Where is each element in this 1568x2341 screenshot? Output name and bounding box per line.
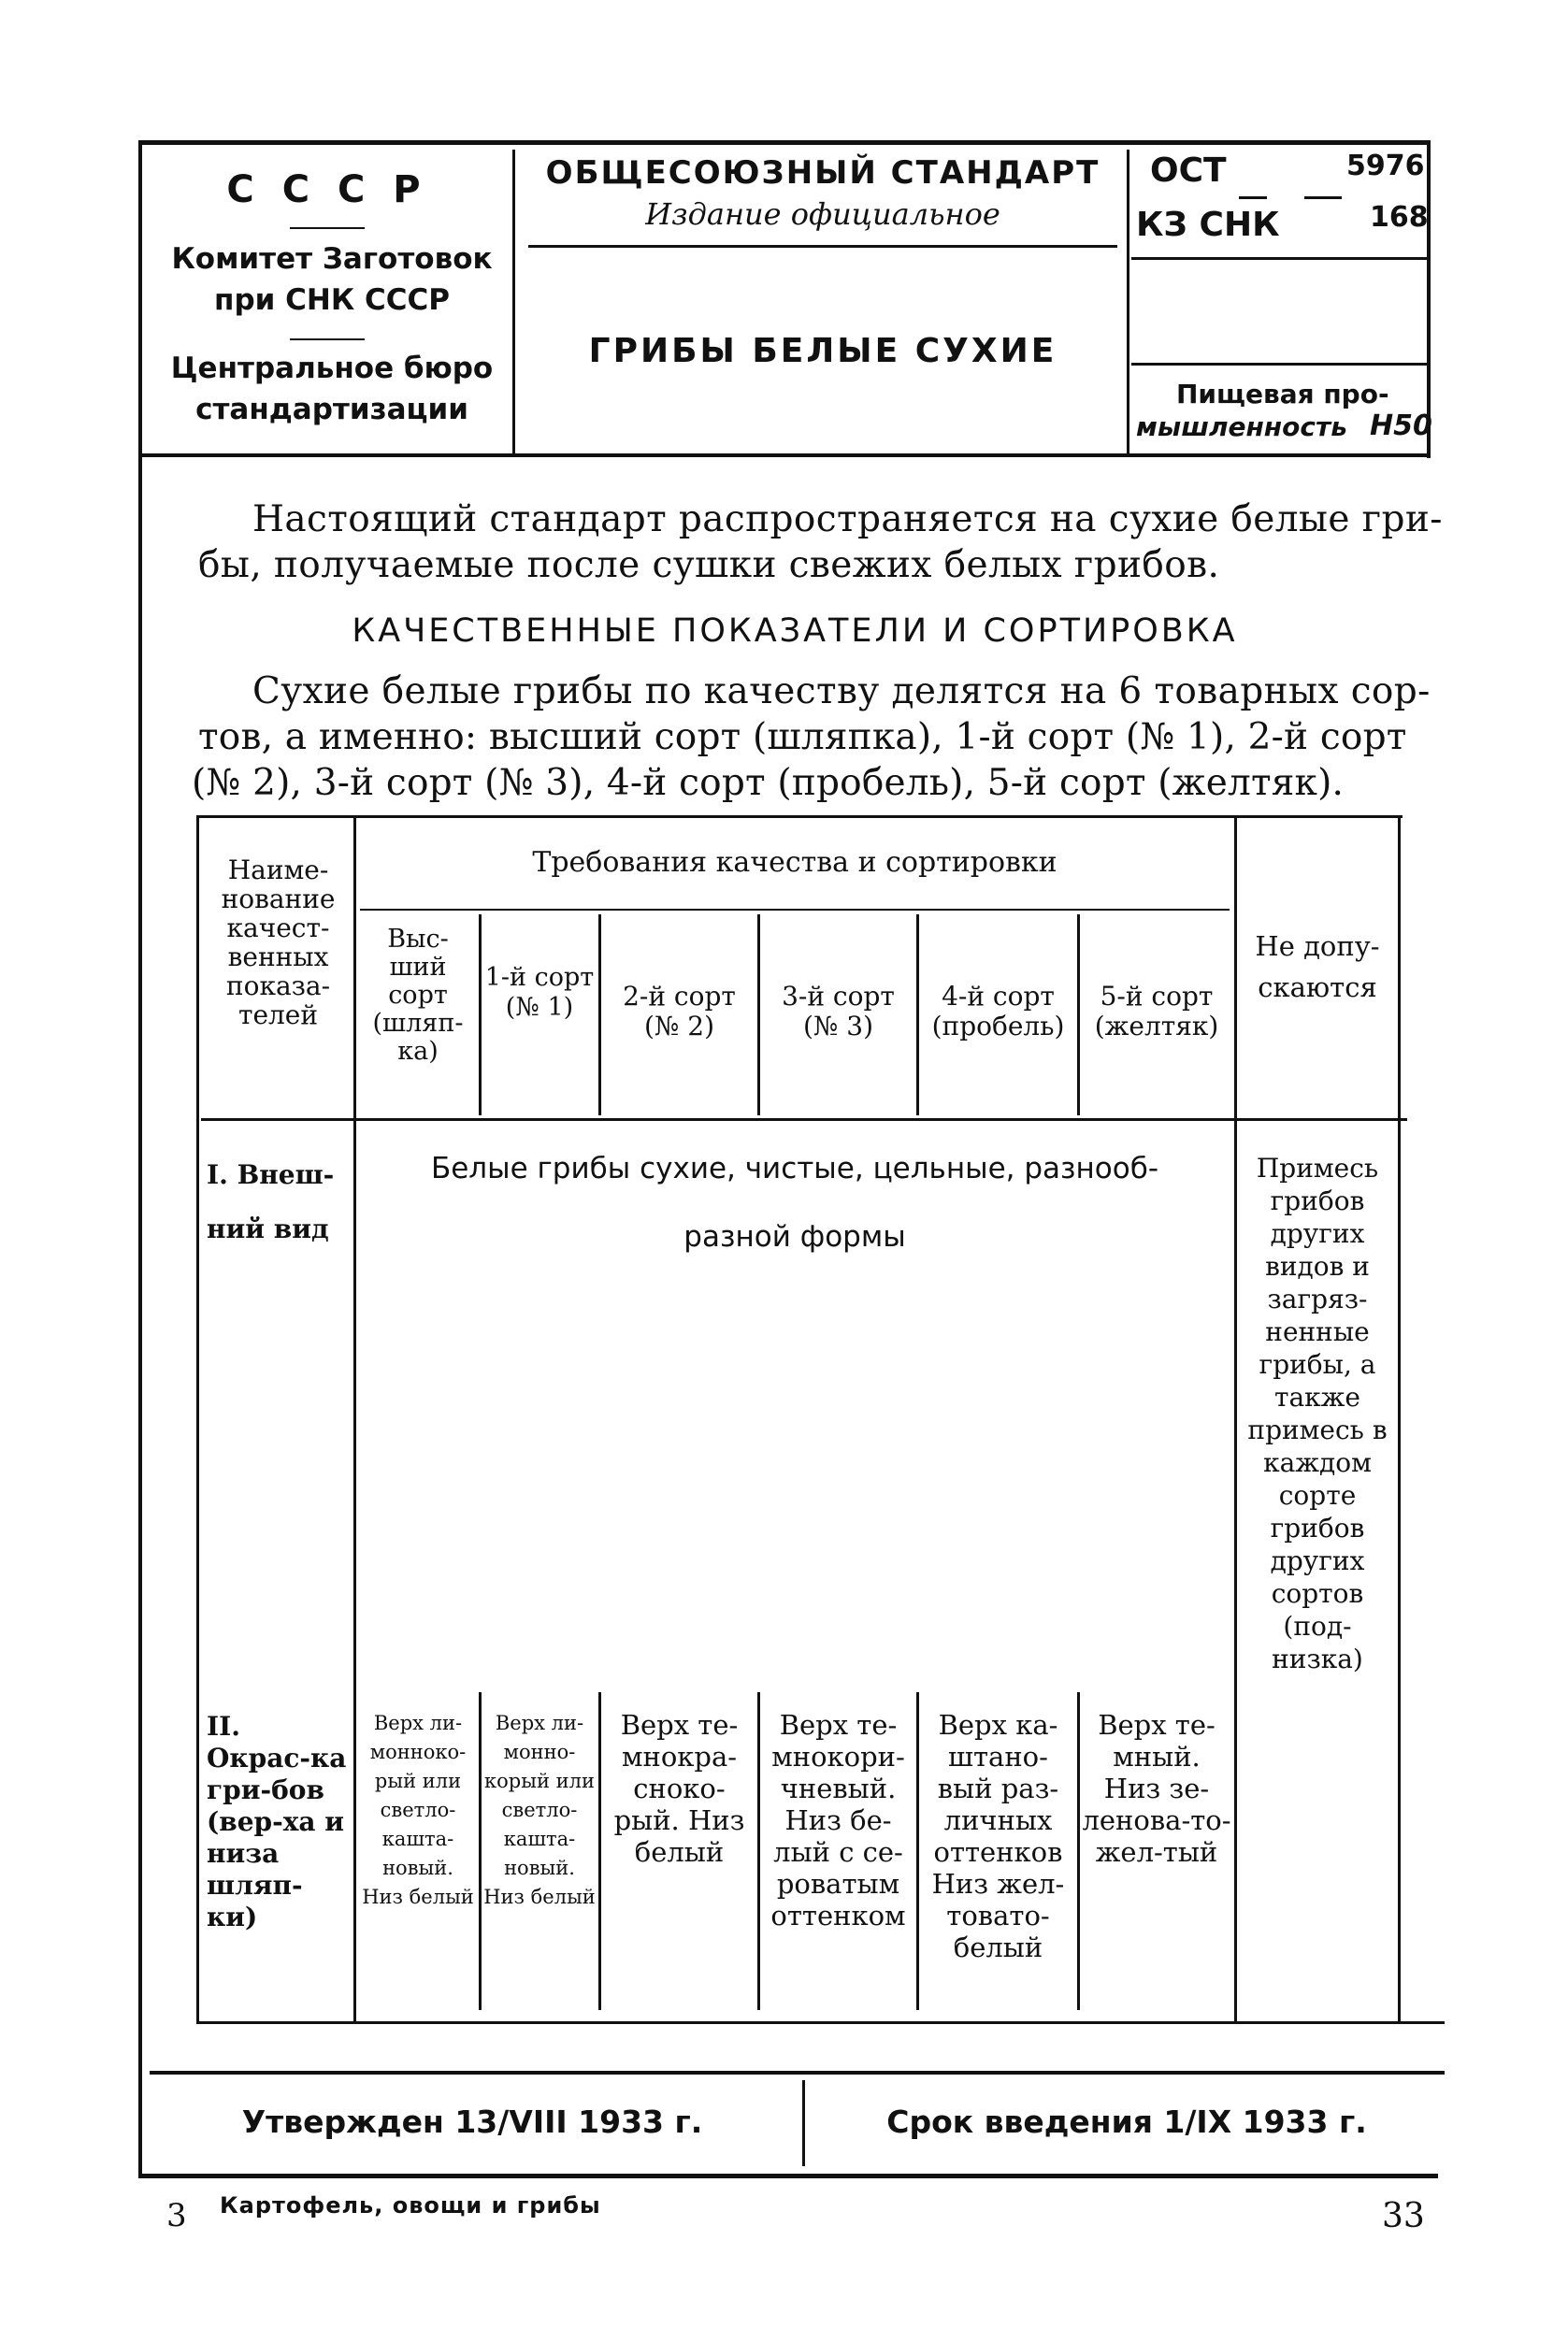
table-col-2 — [479, 914, 482, 1115]
section-title: КАЧЕСТВЕННЫЕ ПОКАЗАТЕЛИ И СОРТИРОВКА — [352, 612, 1238, 650]
standard-title: ОБЩЕСОЮЗНЫЙ СТАНДАРТ — [545, 154, 1100, 192]
row2-grade-2: Верх те-мнокра-сноко-рый. Низ белый — [613, 1709, 745, 1868]
table-col-3 — [598, 914, 601, 1115]
header-top-rule — [138, 140, 1431, 145]
row1-text-a: Белые грибы сухие, чистые, цельные, разнооб- — [430, 1152, 1159, 1185]
ussr-underline — [290, 227, 365, 229]
row2-grade-3: Верх те-мнокори-чневый. Низ бе-лый с се-роватым оттенком — [770, 1709, 906, 1932]
center-header-rule — [528, 245, 1117, 248]
header-bottom-rule — [138, 453, 1431, 457]
table-col-8 — [1398, 815, 1401, 2021]
committee-label: Комитет Заготовок при СНК СССР — [171, 242, 493, 317]
industry-code: Н50 — [1370, 409, 1432, 442]
row2-col-2 — [479, 1692, 482, 2010]
row2-grade-1: Верх ли-монно-корый или светло-кашта-новый. Низ белый — [483, 1712, 596, 1908]
table-col-4 — [757, 914, 760, 1115]
footer-divider — [802, 2080, 805, 2166]
header-grade-3: 3-й сорт (№ 3) — [782, 981, 895, 1041]
row2-col-6 — [1077, 1692, 1080, 2010]
row2-grade-4: Верх ка-штано-вый раз-личных оттенков Низ жел-товато-белый — [931, 1709, 1065, 1963]
intro-line-2: бы, получаемые после сушки свежих белых грибов. — [198, 544, 1220, 586]
row2-col-5 — [916, 1692, 919, 2010]
right-header-rule-1 — [1131, 257, 1427, 260]
page-left-caption: Картофель, овощи и грибы — [220, 2192, 601, 2219]
edition-label: Издание официальное — [645, 196, 1000, 232]
grades-line-3: (№ 2), 3-й сорт (№ 3), 4-й сорт (пробель), 5-й сорт (желтяк). — [192, 762, 1345, 804]
header-grade-5: 5-й сорт (желтяк) — [1094, 981, 1219, 1041]
table-header-bottom-rule — [201, 1118, 1407, 1121]
header-not-allowed: Не допу-скаются — [1255, 930, 1380, 1003]
page-left-border — [138, 140, 142, 2178]
header-divider-1 — [512, 150, 515, 453]
effective-date: Срок введения 1/IX 1933 г. — [886, 2104, 1367, 2140]
footer-top-rule — [150, 2071, 1445, 2075]
row1-text-b: разной формы — [683, 1220, 906, 1254]
row2-grade-premium: Верх ли-монноко-рый или светло-кашта-новый. Низ белый — [362, 1712, 474, 1908]
ost-fraction-bar — [1239, 196, 1267, 199]
header-requirements: Требования качества и сортировки — [532, 846, 1057, 879]
industry-line-2: мышленность — [1136, 411, 1347, 442]
grades-line-2: тов, а именно: высший сорт (шляпка), 1-й сорт (№ 1), 2-й сорт — [198, 716, 1407, 758]
table-top-rule — [196, 815, 1403, 818]
table-bottom-rule — [196, 2021, 1445, 2024]
row2-col-4 — [757, 1692, 760, 2010]
table-col-6 — [1077, 914, 1080, 1115]
row2-grade-5: Верх те-мный. Низ зе-ленова-то-жел-тый — [1082, 1709, 1231, 1868]
approved-date: Утвержден 13/VIII 1933 г. — [241, 2104, 703, 2140]
row1-indicator: I. Внеш-ний вид — [207, 1159, 335, 1244]
header-grade-premium: Выс-ший сорт (шляп-ка) — [372, 925, 464, 1066]
header-indicator-name: Наиме-нование качест-венных показа-телей — [221, 855, 336, 1030]
ost-number-bar — [1304, 196, 1342, 199]
page-left-number: 3 — [166, 2197, 187, 2234]
row2-col-3 — [598, 1692, 601, 2010]
right-header-rule-2 — [1131, 363, 1427, 366]
intro-line-1: Настоящий стандарт распространяется на сухие белые гри- — [252, 498, 1443, 540]
header-grade-4: 4-й сорт (пробель) — [931, 981, 1065, 1041]
kz-number: 168 — [1370, 201, 1429, 234]
table-col-0 — [196, 815, 199, 2021]
footer-bottom-rule — [138, 2174, 1438, 2178]
table-col-7 — [1234, 815, 1237, 2021]
product-title: ГРИБЫ БЕЛЫЕ СУХИЕ — [588, 332, 1057, 370]
ost-number: 5976 — [1346, 150, 1425, 182]
ost-label: ОСТ — [1150, 151, 1227, 190]
ussr-label: С С С Р — [226, 168, 428, 211]
table-subheader-rule — [360, 909, 1230, 911]
kz-snk-label: КЗ СНК — [1136, 206, 1280, 244]
header-divider-2 — [1127, 150, 1129, 453]
industry-line-1: Пищевая про- — [1176, 379, 1389, 409]
header-grade-2: 2-й сорт (№ 2) — [623, 981, 736, 1041]
table-col-1 — [353, 815, 356, 2021]
bureau-label: Центральное бюро стандартизации — [170, 352, 494, 426]
row2-indicator: II. Окрас-ка гри-бов (вер-ха и низа шляп-ки) — [207, 1711, 347, 1932]
page-right-number: 33 — [1382, 2197, 1425, 2235]
row1-not-allowed: Примесь грибов других видов и загряз-ненные грибы, а также примесь в каждом сорте грибов других сортов (под-низка) — [1247, 1153, 1388, 1674]
header-grade-1: 1-й сорт (№ 1) — [484, 963, 595, 1022]
table-col-5 — [916, 914, 919, 1115]
grades-line-1: Сухие белые грибы по качеству делятся на 6 товарных сор- — [252, 670, 1431, 712]
committee-underline — [290, 338, 365, 340]
